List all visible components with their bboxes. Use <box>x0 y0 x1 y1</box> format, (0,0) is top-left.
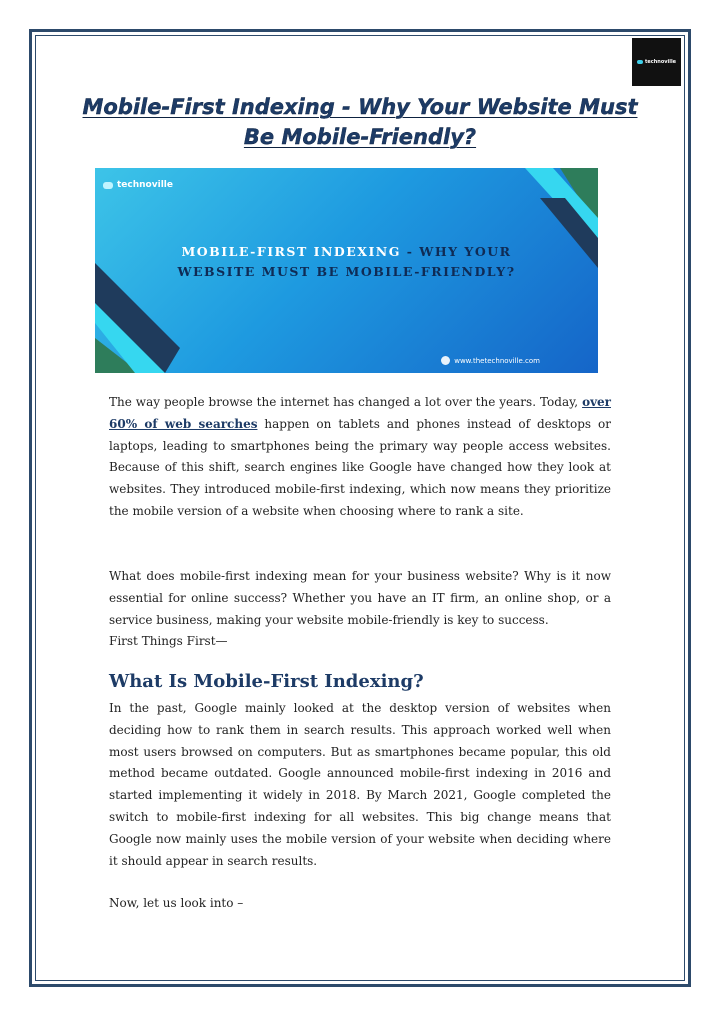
question-paragraph: What does mobile-first indexing mean for your business website? Why is it now essential for online success? Whether you have an IT firm, an online shop, or a service business, making your website mobile-friendly is key to success. <box>109 569 611 627</box>
banner-headline <box>175 242 518 282</box>
intro-text-before: The way people browse the internet has changed a lot over the years. Today, <box>109 395 583 409</box>
logo-mark-icon <box>637 60 643 64</box>
brand-mark-icon <box>103 182 113 189</box>
history-paragraph: In the past, Google mainly looked at the desktop version of websites when deciding how to rank them in search results. This approach worked well when most users browsed on computers. But as smartphones became popular, this old method became outdated. Google announced mobile-first indexing in 2016 and started implementing it widely in 2018. By March 2021, Google completed the switch to mobile-first indexing for all websites. This big change means that Google now mainly uses the mobile version of your website when deciding where it should appear in search results. <box>109 701 611 868</box>
logo-text: technoville <box>644 59 677 65</box>
banner-headline-part-b: - WHY YOUR WEBSITE MUST BE MOBILE-FRIENDLY? <box>177 244 516 279</box>
intro-paragraph <box>109 392 611 523</box>
page-title: Mobile-First Indexing - Why Your Website Must Be Mobile-Friendly? <box>82 95 638 149</box>
banner-url <box>441 356 540 365</box>
closing-line: Now, let us look into – <box>109 896 244 910</box>
first-things-line: First Things First— <box>109 634 228 648</box>
web-searches-link[interactable]: over 60% of web searches <box>109 395 611 431</box>
banner-url-text: www.thetechnoville.com <box>454 356 540 365</box>
section-heading: What Is Mobile-First Indexing? <box>109 671 424 692</box>
technoville-logo[interactable] <box>632 38 681 86</box>
intro-text-after: happen on tablets and phones instead of desktops or laptops, leading to smartphones being the primary way people access websites. Because of this shift, search engines like Google have changed how they look at websites. They introduced mobile-first indexing, which now means they prioritize the mobile version of a website when choosing where to rank a site. <box>109 416 611 518</box>
globe-icon <box>441 356 450 365</box>
banner-headline-part-a: MOBILE-FIRST INDEXING <box>181 244 401 259</box>
banner-brand-text: technoville <box>117 180 173 190</box>
hero-banner <box>95 168 598 373</box>
banner-brand <box>103 180 173 190</box>
